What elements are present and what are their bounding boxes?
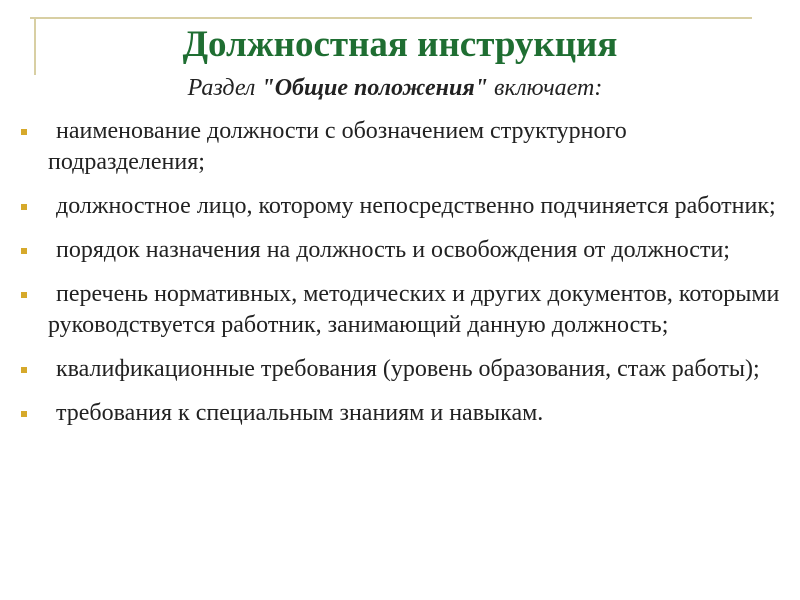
list-item <box>0 191 780 222</box>
list-item <box>0 279 780 341</box>
subtitle-emphasis: "Общие положения" <box>261 75 489 101</box>
list-item-text: перечень нормативных, методических и других документов, которыми руководствуется работник, занимающий данную должность; <box>48 281 780 338</box>
list-item-text: требования к специальным знаниям и навыкам. <box>56 400 544 426</box>
list-item-text: должностное лицо, которому непосредственно подчиняется работник; <box>56 193 776 219</box>
list-item-text: порядок назначения на должность и освобождения от должности; <box>56 237 730 263</box>
list-item <box>0 398 780 429</box>
list-item <box>0 354 780 385</box>
slide-title: Должностная инструкция <box>182 24 618 65</box>
list-item <box>0 235 780 266</box>
subtitle-suffix: включает: <box>488 75 603 101</box>
bullet-list <box>0 116 780 442</box>
square-bullet-icon <box>21 367 27 373</box>
square-bullet-icon <box>21 411 27 417</box>
list-item-text: наименование должности с обозначением структурного подразделения; <box>48 118 627 175</box>
square-bullet-icon <box>21 204 27 210</box>
subtitle-prefix: Раздел <box>187 75 262 101</box>
square-bullet-icon <box>21 292 27 298</box>
list-item <box>0 116 780 178</box>
square-bullet-icon <box>21 248 27 254</box>
list-item-text: квалификационные требования (уровень образования, стаж работы); <box>56 356 760 382</box>
frame-top-line <box>30 17 752 19</box>
slide-subtitle <box>0 72 790 104</box>
square-bullet-icon <box>21 129 27 135</box>
